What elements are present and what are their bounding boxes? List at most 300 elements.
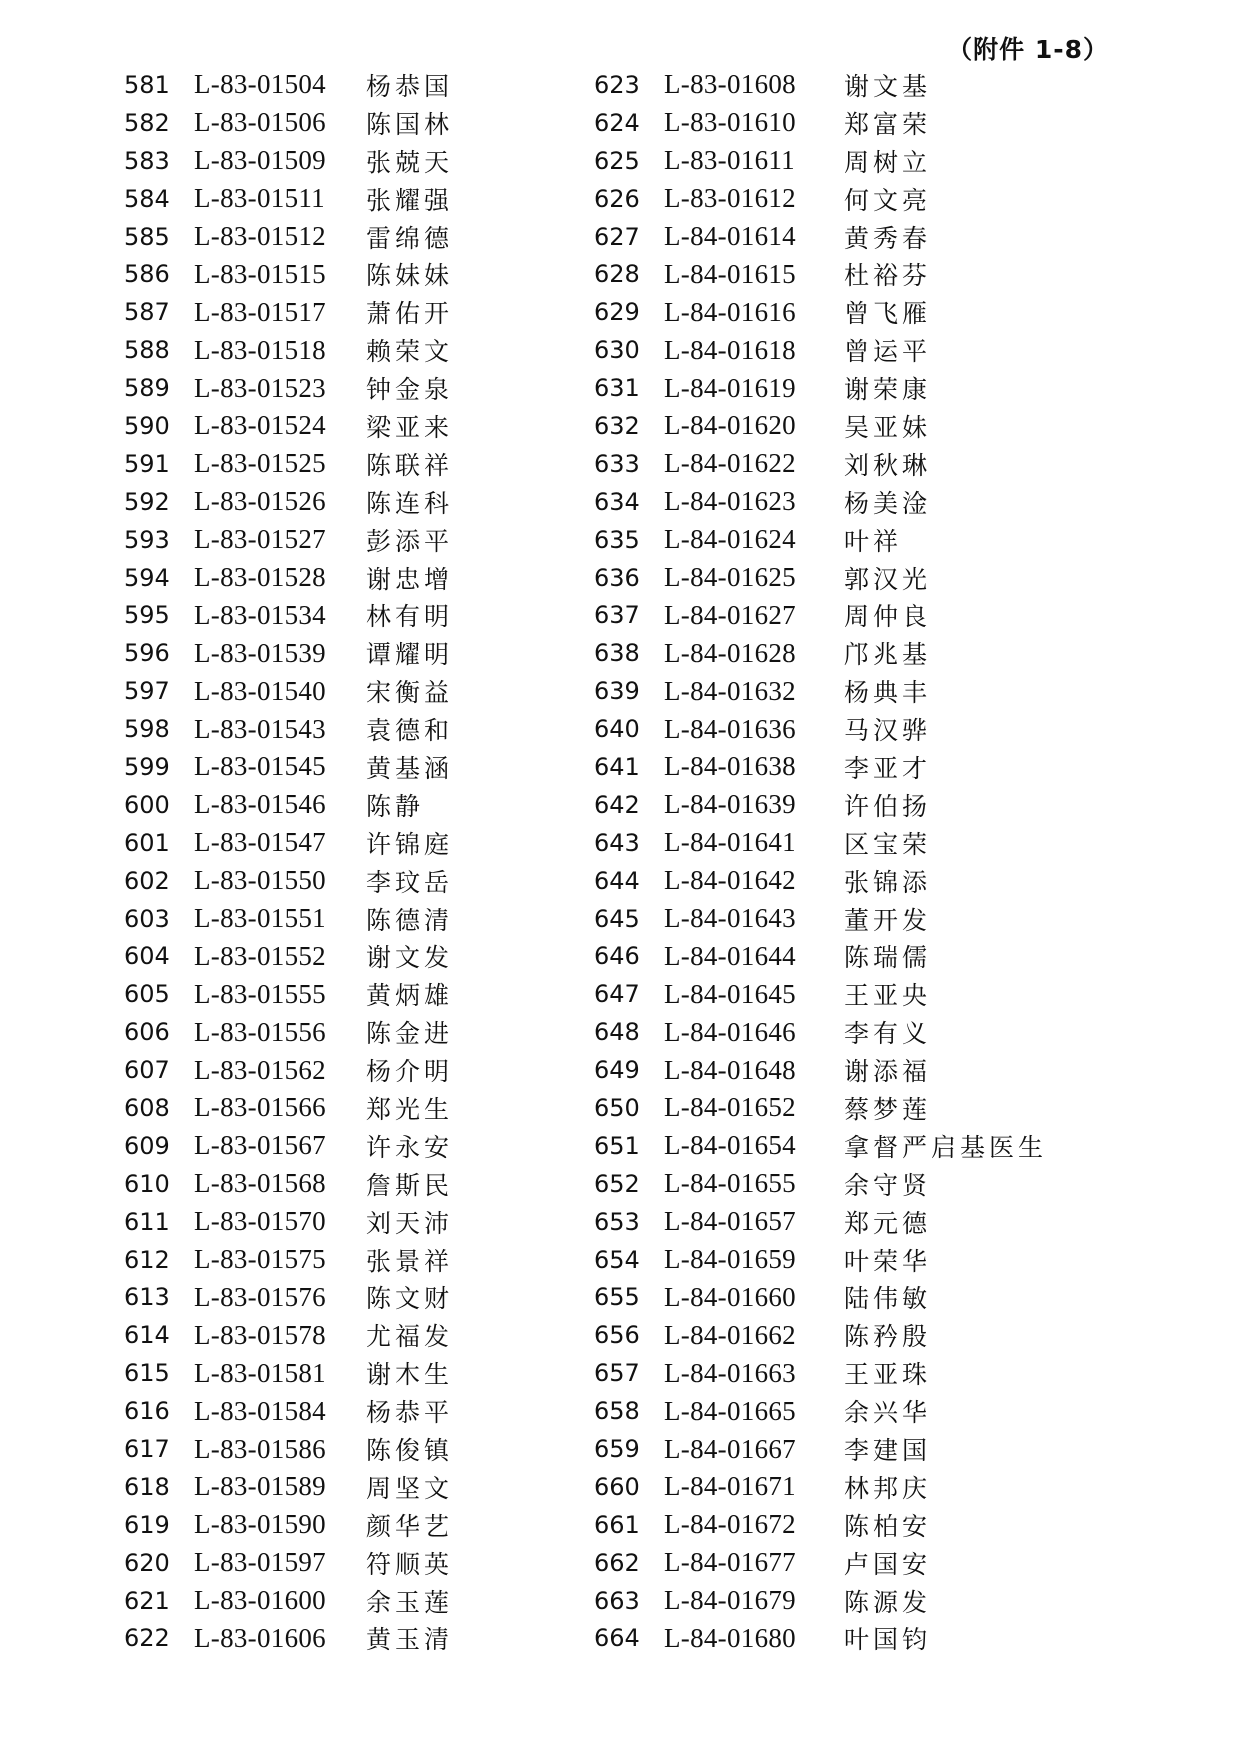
member-row: [594, 596, 1047, 634]
member-name: 张景祥: [366, 1246, 454, 1276]
member-code: L-84-01636: [664, 713, 796, 744]
member-row: [594, 900, 1047, 938]
member-code: L-84-01628: [664, 637, 796, 668]
member-number: 658: [594, 1397, 640, 1426]
member-name: 李玟岳: [366, 867, 454, 897]
member-name: 谢忠增: [366, 564, 454, 594]
member-code: L-84-01663: [664, 1357, 796, 1388]
member-code: L-83-01562: [194, 1054, 326, 1085]
member-row: [594, 218, 1047, 256]
member-code: L-84-01641: [664, 827, 796, 858]
member-number: 664: [594, 1624, 640, 1653]
member-row: [594, 407, 1047, 445]
member-number: 645: [594, 904, 640, 933]
member-number: 582: [124, 108, 170, 137]
member-number: 623: [594, 70, 640, 99]
member-code: L-83-01509: [194, 145, 326, 176]
member-row: [124, 407, 453, 445]
member-name: 李建国: [844, 1436, 932, 1465]
member-number: 656: [594, 1321, 640, 1350]
member-name: 邝兆基: [844, 640, 932, 670]
member-number: 608: [124, 1093, 170, 1122]
member-row: [594, 1506, 1047, 1544]
member-number: 581: [124, 70, 170, 99]
member-number: 632: [594, 411, 640, 440]
member-row: [594, 369, 1047, 407]
member-number: 617: [124, 1435, 170, 1463]
member-name: 谢木生: [366, 1360, 454, 1390]
member-name: 陈源发: [844, 1587, 932, 1617]
member-row: [124, 369, 453, 407]
member-row: [594, 483, 1047, 521]
right-column: [594, 66, 1047, 1657]
member-row: [594, 66, 1047, 104]
member-row: [124, 596, 453, 634]
member-name: 陈德清: [366, 905, 454, 935]
member-row: [124, 672, 453, 710]
member-code: L-84-01643: [664, 903, 796, 934]
member-number: 588: [124, 336, 170, 365]
member-number: 650: [594, 1093, 640, 1122]
member-number: 654: [594, 1245, 640, 1274]
member-name: 谢添福: [844, 1057, 932, 1087]
member-code: L-84-01625: [664, 562, 796, 593]
member-name: 陆伟敏: [844, 1284, 932, 1314]
member-number: 621: [124, 1586, 170, 1615]
attachment-label: （附件 1-8）: [947, 35, 1109, 64]
member-code: L-83-01590: [194, 1509, 326, 1540]
member-code: L-83-01527: [194, 524, 326, 555]
member-row: [124, 1354, 453, 1392]
member-row: [594, 1354, 1047, 1392]
member-name: 郑元德: [844, 1208, 932, 1238]
member-row: [124, 937, 453, 975]
member-row: [124, 710, 453, 748]
member-code: L-83-01568: [194, 1168, 326, 1199]
member-row: [594, 1279, 1047, 1317]
member-number: 597: [124, 677, 170, 706]
member-row: [594, 1127, 1047, 1165]
member-name: 陈连科: [366, 488, 454, 518]
member-name: 杜裕芬: [844, 261, 932, 291]
member-code: L-83-01555: [194, 978, 326, 1009]
member-number: 655: [594, 1283, 640, 1312]
member-code: L-84-01680: [664, 1622, 796, 1653]
member-code: L-83-01525: [194, 448, 326, 479]
member-name: 黄玉清: [366, 1625, 454, 1655]
member-code: L-83-01586: [194, 1433, 326, 1464]
member-number: 591: [124, 449, 170, 478]
member-code: L-83-01546: [194, 789, 326, 820]
member-row: [594, 1316, 1047, 1354]
member-row: [124, 1013, 453, 1051]
member-name: 黄基涵: [366, 753, 454, 783]
member-code: L-84-01616: [664, 296, 796, 327]
member-code: L-84-01620: [664, 410, 796, 441]
member-row: [124, 1203, 453, 1241]
member-code: L-84-01648: [664, 1054, 796, 1085]
member-row: [594, 255, 1047, 293]
member-row: [124, 1468, 453, 1506]
member-number: 636: [594, 563, 640, 592]
member-name: 杨恭国: [366, 71, 454, 101]
member-number: 628: [594, 260, 640, 289]
member-name: 梁亚来: [366, 412, 454, 442]
member-row: [594, 142, 1047, 180]
member-number: 635: [594, 525, 640, 554]
member-number: 629: [594, 298, 640, 327]
member-name: 赖荣文: [366, 337, 454, 367]
member-row: [124, 293, 453, 331]
member-row: [124, 634, 453, 672]
member-row: [124, 1544, 453, 1582]
member-name: 符顺英: [366, 1549, 454, 1579]
member-number: 624: [594, 108, 640, 137]
member-number: 659: [594, 1435, 640, 1463]
member-name: 陈静: [366, 791, 425, 821]
member-name: 杨恭平: [366, 1398, 454, 1428]
member-name: 张锦添: [844, 867, 932, 897]
member-code: L-83-01600: [194, 1585, 326, 1616]
member-name: 董开发: [844, 905, 932, 935]
member-code: L-83-01545: [194, 751, 326, 782]
member-name: 张兢天: [366, 147, 454, 177]
member-name: 周坚文: [366, 1473, 454, 1503]
member-name: 吴亚妹: [844, 412, 932, 442]
member-code: L-84-01672: [664, 1509, 796, 1540]
member-code: L-83-01578: [194, 1319, 326, 1350]
member-code: L-83-01550: [194, 865, 326, 896]
left-column: [124, 66, 453, 1657]
member-name: 张耀强: [366, 185, 454, 215]
member-row: [594, 1013, 1047, 1051]
member-number: 607: [124, 1056, 170, 1085]
member-number: 647: [594, 980, 640, 1009]
member-row: [124, 1279, 453, 1317]
member-number: 649: [594, 1056, 640, 1085]
member-code: L-83-01610: [664, 107, 796, 138]
member-name: 谢文基: [844, 71, 932, 101]
member-row: [124, 748, 453, 786]
member-number: 642: [594, 790, 640, 819]
member-name: 袁德和: [366, 716, 454, 746]
member-number: 627: [594, 222, 640, 251]
member-name: 陈瑞儒: [844, 943, 932, 973]
member-number: 653: [594, 1207, 640, 1236]
member-name: 谢荣康: [844, 375, 932, 405]
member-name: 刘天沛: [366, 1208, 454, 1238]
member-name: 宋衡益: [366, 678, 454, 708]
member-number: 641: [594, 752, 640, 781]
member-row: [594, 1241, 1047, 1279]
member-row: [594, 1430, 1047, 1468]
member-name: 王亚珠: [844, 1360, 932, 1390]
member-row: [594, 1620, 1047, 1658]
member-row: [124, 521, 453, 559]
member-number: 598: [124, 715, 170, 744]
member-name: 李亚才: [844, 753, 932, 783]
member-number: 662: [594, 1548, 640, 1577]
member-number: 661: [594, 1510, 640, 1539]
member-name: 何文亮: [844, 185, 932, 215]
member-name: 郭汉光: [844, 564, 932, 594]
member-code: L-84-01644: [664, 940, 796, 971]
member-row: [594, 975, 1047, 1013]
member-code: L-84-01660: [664, 1281, 796, 1312]
member-name: 陈金进: [366, 1019, 454, 1049]
member-code: L-84-01645: [664, 978, 796, 1009]
member-code: L-83-01511: [194, 183, 325, 214]
member-number: 637: [594, 601, 640, 630]
member-row: [124, 559, 453, 597]
member-name: 杨典丰: [844, 678, 932, 708]
member-code: L-84-01642: [664, 865, 796, 896]
member-row: [594, 862, 1047, 900]
member-row: [594, 1468, 1047, 1506]
member-name: 余兴华: [844, 1398, 932, 1428]
member-code: L-83-01534: [194, 599, 326, 630]
member-name: 谭耀明: [366, 640, 454, 670]
member-code: L-83-01512: [194, 221, 326, 251]
member-code: L-84-01639: [664, 789, 796, 820]
member-row: [124, 1582, 453, 1620]
member-number: 644: [594, 866, 640, 895]
member-number: 631: [594, 374, 640, 403]
member-row: [124, 1127, 453, 1165]
member-code: L-84-01618: [664, 334, 796, 365]
member-row: [124, 786, 453, 824]
member-row: [124, 1620, 453, 1658]
member-row: [124, 1506, 453, 1544]
member-row: [594, 634, 1047, 672]
member-name: 拿督严启基医生: [844, 1132, 1048, 1162]
member-name: 黄炳雄: [366, 981, 454, 1011]
member-name: 叶国钧: [844, 1625, 932, 1655]
member-row: [594, 1544, 1047, 1582]
member-row: [124, 104, 453, 142]
member-name: 杨介明: [366, 1057, 454, 1087]
member-code: L-83-01518: [194, 334, 326, 365]
member-code: L-83-01517: [194, 296, 326, 327]
member-code: L-83-01556: [194, 1016, 326, 1047]
member-name: 郑富荣: [844, 109, 932, 139]
member-name: 马汉骅: [844, 716, 932, 746]
member-number: 594: [124, 563, 170, 592]
member-name: 卢国安: [844, 1549, 932, 1579]
member-row: [124, 862, 453, 900]
member-number: 589: [124, 374, 170, 403]
member-name: 陈俊镇: [366, 1436, 454, 1465]
member-name: 钟金泉: [366, 375, 454, 405]
member-row: [124, 180, 453, 218]
member-number: 603: [124, 904, 170, 933]
member-name: 曾飞雁: [844, 299, 932, 329]
member-name: 杨美淦: [844, 488, 932, 518]
member-number: 615: [124, 1359, 170, 1388]
member-code: L-83-01608: [664, 69, 796, 100]
member-row: [124, 824, 453, 862]
member-row: [124, 483, 453, 521]
member-number: 596: [124, 639, 170, 668]
member-row: [124, 1165, 453, 1203]
member-number: 584: [124, 184, 170, 213]
member-number: 590: [124, 411, 170, 440]
member-row: [594, 1392, 1047, 1430]
member-name: 区宝荣: [844, 829, 932, 859]
member-row: [124, 1241, 453, 1279]
member-row: [594, 1582, 1047, 1620]
member-name: 陈国林: [366, 109, 454, 139]
member-row: [594, 559, 1047, 597]
member-row: [594, 180, 1047, 218]
member-name: 许伯扬: [844, 791, 932, 821]
member-code: L-84-01659: [664, 1244, 796, 1275]
member-code: L-83-01543: [194, 713, 326, 744]
member-code: L-83-01576: [194, 1281, 326, 1312]
member-number: 595: [124, 601, 170, 630]
member-name: 陈文财: [366, 1284, 454, 1314]
member-code: L-84-01632: [664, 675, 796, 706]
member-code: L-83-01524: [194, 410, 326, 441]
member-row: [594, 672, 1047, 710]
member-name: 刘秋琳: [844, 450, 932, 480]
member-code: L-84-01624: [664, 524, 796, 555]
member-code: L-83-01523: [194, 372, 326, 403]
member-code: L-83-01539: [194, 637, 326, 668]
member-number: 640: [594, 715, 640, 744]
member-name: 王亚央: [844, 981, 932, 1011]
member-code: L-84-01655: [664, 1168, 796, 1199]
member-code: L-84-01615: [664, 258, 796, 289]
member-code: L-84-01654: [664, 1130, 796, 1161]
member-code: L-84-01614: [664, 221, 796, 251]
member-number: 620: [124, 1548, 170, 1577]
member-row: [124, 218, 453, 256]
member-row: [594, 710, 1047, 748]
member-number: 609: [124, 1131, 170, 1160]
member-code: L-83-01506: [194, 107, 326, 138]
member-code: L-83-01575: [194, 1244, 326, 1275]
member-number: 626: [594, 184, 640, 213]
member-row: [594, 104, 1047, 142]
member-code: L-83-01567: [194, 1130, 326, 1161]
member-code: L-83-01552: [194, 940, 326, 971]
member-code: L-84-01665: [664, 1395, 796, 1426]
member-number: 613: [124, 1283, 170, 1312]
member-code: L-83-01528: [194, 562, 326, 593]
member-code: L-83-01581: [194, 1357, 326, 1388]
member-row: [124, 331, 453, 369]
member-number: 663: [594, 1586, 640, 1615]
member-code: L-84-01623: [664, 486, 796, 517]
member-row: [124, 975, 453, 1013]
member-name: 黄秀春: [844, 223, 932, 253]
member-code: L-83-01611: [664, 145, 795, 176]
member-code: L-84-01662: [664, 1319, 796, 1350]
member-number: 648: [594, 1018, 640, 1047]
member-name: 陈联祥: [366, 450, 454, 480]
member-name: 曾运平: [844, 337, 932, 367]
member-name: 余守贤: [844, 1170, 932, 1200]
member-name: 陈妹妹: [366, 261, 454, 291]
member-number: 605: [124, 980, 170, 1009]
member-number: 652: [594, 1169, 640, 1198]
member-number: 604: [124, 942, 170, 971]
member-name: 许永安: [366, 1132, 454, 1162]
member-number: 616: [124, 1397, 170, 1426]
member-number: 600: [124, 790, 170, 819]
member-row: [124, 1430, 453, 1468]
member-name: 林邦庆: [844, 1473, 932, 1503]
member-number: 618: [124, 1472, 170, 1501]
member-name: 余玉莲: [366, 1587, 454, 1617]
member-row: [124, 66, 453, 104]
member-name: 陈柏安: [844, 1511, 932, 1541]
member-code: L-84-01652: [664, 1092, 796, 1123]
member-number: 606: [124, 1018, 170, 1047]
member-number: 625: [594, 146, 640, 175]
member-number: 634: [594, 487, 640, 516]
member-code: L-84-01657: [664, 1206, 796, 1237]
member-name: 谢文发: [366, 943, 454, 973]
member-code: L-83-01547: [194, 827, 326, 858]
member-number: 610: [124, 1169, 170, 1198]
member-number: 630: [594, 336, 640, 365]
member-code: L-83-01612: [664, 183, 796, 214]
member-row: [594, 748, 1047, 786]
member-row: [124, 1316, 453, 1354]
member-name: 蔡梦莲: [844, 1094, 932, 1124]
member-name: 周树立: [844, 147, 932, 177]
member-name: 郑光生: [366, 1094, 454, 1124]
member-row: [594, 1051, 1047, 1089]
member-number: 651: [594, 1131, 640, 1160]
member-row: [594, 786, 1047, 824]
member-number: 633: [594, 449, 640, 478]
member-number: 586: [124, 260, 170, 289]
member-row: [594, 1203, 1047, 1241]
member-name: 叶祥: [844, 526, 903, 556]
member-code: L-84-01679: [664, 1585, 796, 1616]
member-code: L-84-01646: [664, 1016, 796, 1047]
member-row: [594, 445, 1047, 483]
member-number: 646: [594, 942, 640, 971]
member-name: 叶荣华: [844, 1246, 932, 1276]
member-number: 619: [124, 1510, 170, 1539]
member-row: [124, 1089, 453, 1127]
member-name: 许锦庭: [366, 829, 454, 859]
member-name: 雷绵德: [366, 223, 454, 253]
member-number: 638: [594, 639, 640, 668]
member-code: L-83-01566: [194, 1092, 326, 1123]
member-code: L-83-01551: [194, 903, 326, 934]
member-name: 林有明: [366, 602, 454, 632]
member-code: L-83-01589: [194, 1471, 326, 1502]
member-number: 639: [594, 677, 640, 706]
member-row: [594, 293, 1047, 331]
member-number: 592: [124, 487, 170, 516]
member-code: L-84-01627: [664, 599, 796, 630]
member-code: L-84-01622: [664, 448, 796, 479]
member-number: 585: [124, 222, 170, 251]
member-code: L-84-01619: [664, 372, 796, 403]
member-number: 583: [124, 146, 170, 175]
member-name: 李有义: [844, 1019, 932, 1049]
member-row: [124, 445, 453, 483]
member-row: [124, 1051, 453, 1089]
member-code: L-84-01677: [664, 1547, 796, 1578]
member-number: 660: [594, 1472, 640, 1501]
